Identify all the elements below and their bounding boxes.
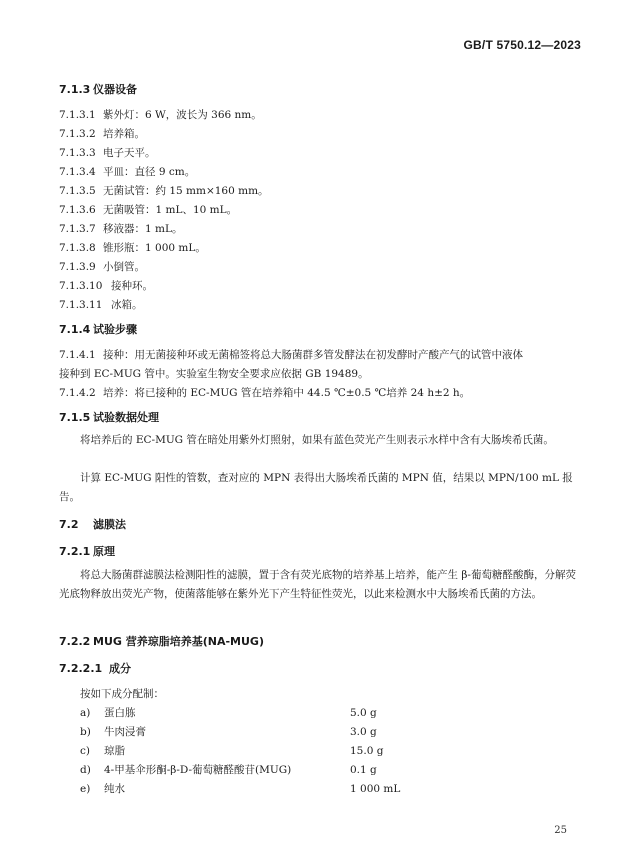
item-text: 锥形瓶：1 000 mL。 [103,242,206,254]
item-number: 7.1.3.9 [59,261,96,273]
heading-title: 试验数据处理 [93,411,159,424]
section-heading-7-2-2 [59,633,264,649]
item-text: 小倒管。 [103,261,145,273]
paragraph: 将培养后的 EC-MUG 管在暗处用紫外灯照射，如果有蓝色荧光产生则表示水样中含有大肠埃希氏菌。 [80,434,554,446]
item-text: 冰箱。 [111,299,143,311]
paragraph: 计算 EC-MUG 阳性的管数，查对应的 MPN 表得出大肠埃希氏菌的 MPN 值，结果以 MPN/100 mL 报告。 [59,472,573,503]
heading-title: 原理 [93,545,115,558]
item-text: 无菌试管：约 15 mm×160 mm。 [103,185,269,197]
heading-number: 7.1.5 [59,411,91,424]
heading-number: 7.2.2.1 [59,662,103,675]
item-number: 7.1.4.2 [59,387,96,399]
ingredient-name: 牛肉浸膏 [104,726,146,738]
heading-title: 滤膜法 [93,518,126,531]
paragraph-line [59,385,470,400]
list-item [59,145,156,160]
item-number: 7.1.3.8 [59,242,96,254]
heading-title: 仪器设备 [93,83,137,96]
list-item [59,202,237,217]
ingredient-name: 琼脂 [104,745,125,757]
heading-number: 7.2.1 [59,545,91,558]
heading-number: 7.1.3 [59,83,91,96]
ingredient-amount: 5.0 g [350,707,377,719]
item-text: 平皿：直径 9 cm。 [103,166,196,178]
item-text: 无菌吸管：1 mL、10 mL。 [103,204,238,216]
list-item [59,164,195,179]
standard-code-header: GB/T 5750.12—2023 [463,38,581,52]
ingredient-row [80,743,383,758]
item-text: 电子天平。 [103,147,156,159]
heading-title: 成分 [109,662,131,675]
item-number: 7.1.3.11 [59,299,103,311]
list-marker: b) [80,726,91,738]
paragraph-text: 接种：用无菌接种环或无菌棉签将总大肠菌群多管发酵法在初发酵时产酸产气的试管中液体 [103,349,523,361]
list-item [59,240,206,255]
section-heading-7-2-1 [59,543,115,559]
list-marker: d) [80,764,91,776]
list-item [59,259,145,274]
item-text: 接种环。 [111,280,153,292]
list-item [59,126,145,141]
item-number: 7.1.3.6 [59,204,96,216]
item-number: 7.1.3.7 [59,223,96,235]
item-number: 7.1.4.1 [59,349,96,361]
list-marker: e) [80,783,91,795]
item-text: 紫外灯：6 W，波长为 366 nm。 [103,109,262,121]
ingredient-name: 蛋白胨 [104,707,136,719]
ingredient-amount: 0.1 g [350,764,377,776]
ingredient-row [80,762,377,777]
heading-title: MUG 营养琼脂培养基(NA-MUG) [93,635,264,648]
list-item [59,297,143,312]
ingredient-amount: 1 000 mL [350,783,401,795]
section-heading-7-2 [59,516,126,532]
ingredient-row [80,781,400,796]
section-heading-7-2-2-1 [59,660,131,676]
heading-title: 试验步骤 [93,323,137,336]
item-text: 培养箱。 [103,128,145,140]
ingredient-intro: 按如下成分配制： [80,688,164,700]
list-item [59,183,269,198]
paragraph: 将总大肠菌群滤膜法检测阳性的滤膜，置于含有荧光底物的培养基上培养，能产生 β-葡萄糖醛酸酶，分解荧光底物释放出荧光产物，使菌落能够在紫外光下产生特征性荧光，以此来检测水中大肠埃希氏菌的方法。 [59,569,576,600]
paragraph-text: 培养：将已接种的 EC-MUG 管在培养箱中 44.5 ℃±0.5 ℃培养 24 h±2 h。 [103,387,471,399]
ingredient-name: 4-甲基伞形酮-β-D-葡萄糖醛酸苷(MUG) [104,764,292,776]
paragraph-line [59,347,523,362]
item-text: 移液器：1 mL。 [103,223,183,235]
item-number: 7.1.3.1 [59,109,96,121]
list-marker: c) [80,745,90,757]
section-heading-7-1-3 [59,81,137,97]
ingredient-name: 纯水 [104,783,125,795]
ingredient-row [80,705,377,720]
item-number: 7.1.3.3 [59,147,96,159]
list-marker: a) [80,707,91,719]
heading-number: 7.1.4 [59,323,91,336]
list-item [59,278,153,293]
section-heading-7-1-5 [59,409,159,425]
ingredient-row [80,724,377,739]
item-number: 7.1.3.10 [59,280,103,292]
item-number: 7.1.3.4 [59,166,96,178]
heading-number: 7.2 [59,518,79,531]
item-number: 7.1.3.2 [59,128,96,140]
heading-number: 7.2.2 [59,635,91,648]
paragraph-line: 接种到 EC-MUG 管中。实验室生物安全要求应依据 GB 19489。 [59,368,369,380]
list-item [59,107,262,122]
ingredient-amount: 15.0 g [350,745,384,757]
section-heading-7-1-4 [59,321,137,337]
item-number: 7.1.3.5 [59,185,96,197]
list-item [59,221,182,236]
page-number: 25 [554,825,567,836]
ingredient-amount: 3.0 g [350,726,377,738]
